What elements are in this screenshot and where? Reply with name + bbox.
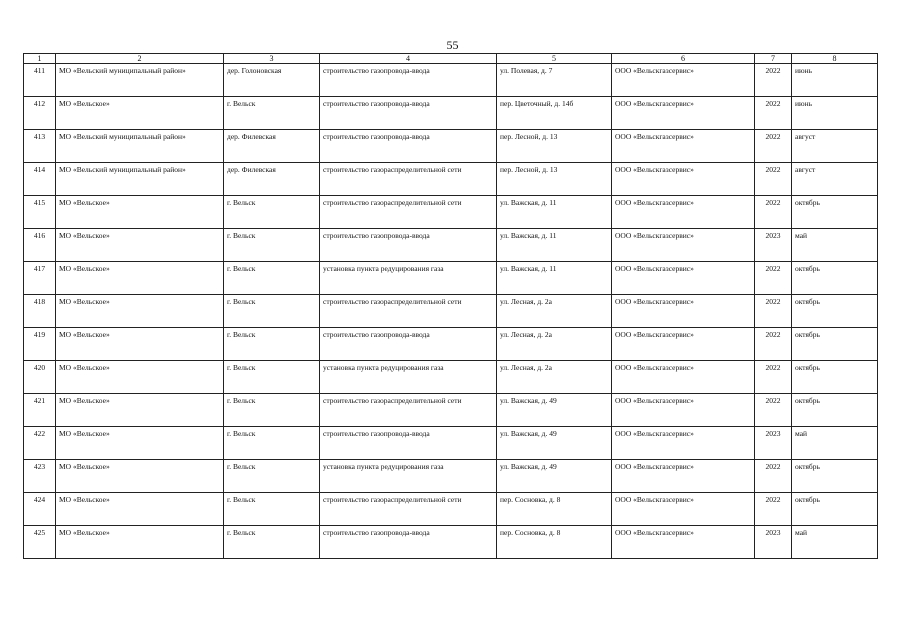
settlement-cell: г. Вельск <box>224 427 320 460</box>
organization-cell: ООО «Вельскгазсервис» <box>612 526 755 559</box>
row-number-cell: 417 <box>24 262 56 295</box>
month-cell: июнь <box>792 64 878 97</box>
settlement-cell: г. Вельск <box>224 460 320 493</box>
municipality-cell: МО «Вельское» <box>56 394 224 427</box>
table-row <box>24 361 878 394</box>
table-row <box>24 328 878 361</box>
table-row <box>24 163 878 196</box>
work-type-cell: установка пункта редуцирования газа <box>320 262 497 295</box>
work-type-cell: строительство газопровода-ввода <box>320 427 497 460</box>
settlement-cell: г. Вельск <box>224 196 320 229</box>
organization-cell: ООО «Вельскгазсервис» <box>612 97 755 130</box>
municipality-cell: МО «Вельское» <box>56 97 224 130</box>
month-cell: октябрь <box>792 196 878 229</box>
month-cell: август <box>792 130 878 163</box>
table-row <box>24 394 878 427</box>
row-number-cell: 424 <box>24 493 56 526</box>
column-header: 7 <box>755 54 792 64</box>
work-type-cell: строительство газопровода-ввода <box>320 97 497 130</box>
work-type-cell: строительство газопровода-ввода <box>320 526 497 559</box>
column-header: 8 <box>792 54 878 64</box>
year-cell: 2023 <box>755 427 792 460</box>
address-cell: пер. Лесной, д. 13 <box>497 163 612 196</box>
table-row <box>24 493 878 526</box>
organization-cell: ООО «Вельскгазсервис» <box>612 295 755 328</box>
municipality-cell: МО «Вельское» <box>56 460 224 493</box>
address-cell: ул. Важская, д. 49 <box>497 394 612 427</box>
address-cell: ул. Важская, д. 49 <box>497 427 612 460</box>
address-cell: ул. Лесная, д. 2а <box>497 361 612 394</box>
address-cell: ул. Полевая, д. 7 <box>497 64 612 97</box>
year-cell: 2022 <box>755 64 792 97</box>
municipality-cell: МО «Вельское» <box>56 493 224 526</box>
settlement-cell: дер. Филевская <box>224 163 320 196</box>
row-number-cell: 421 <box>24 394 56 427</box>
column-number-row <box>24 54 878 64</box>
row-number-cell: 423 <box>24 460 56 493</box>
row-number-cell: 425 <box>24 526 56 559</box>
column-header: 6 <box>612 54 755 64</box>
municipality-cell: МО «Вельское» <box>56 328 224 361</box>
address-cell: пер. Сосновка, д. 8 <box>497 526 612 559</box>
work-type-cell: строительство газораспределительной сети <box>320 163 497 196</box>
month-cell: октябрь <box>792 361 878 394</box>
year-cell: 2022 <box>755 295 792 328</box>
table-row <box>24 427 878 460</box>
table-row <box>24 295 878 328</box>
column-header: 3 <box>224 54 320 64</box>
table-row <box>24 526 878 559</box>
month-cell: октябрь <box>792 262 878 295</box>
year-cell: 2022 <box>755 361 792 394</box>
address-cell: ул. Важская, д. 11 <box>497 196 612 229</box>
organization-cell: ООО «Вельскгазсервис» <box>612 328 755 361</box>
month-cell: октябрь <box>792 295 878 328</box>
address-cell: ул. Лесная, д. 2а <box>497 328 612 361</box>
organization-cell: ООО «Вельскгазсервис» <box>612 196 755 229</box>
table-row <box>24 64 878 97</box>
year-cell: 2022 <box>755 130 792 163</box>
work-type-cell: строительство газораспределительной сети <box>320 394 497 427</box>
table-row <box>24 229 878 262</box>
month-cell: май <box>792 229 878 262</box>
organization-cell: ООО «Вельскгазсервис» <box>612 427 755 460</box>
year-cell: 2023 <box>755 526 792 559</box>
year-cell: 2022 <box>755 493 792 526</box>
row-number-cell: 411 <box>24 64 56 97</box>
row-number-cell: 422 <box>24 427 56 460</box>
column-header: 5 <box>497 54 612 64</box>
settlement-cell: г. Вельск <box>224 493 320 526</box>
municipality-cell: МО «Вельское» <box>56 361 224 394</box>
settlement-cell: г. Вельск <box>224 361 320 394</box>
work-type-cell: строительство газопровода-ввода <box>320 130 497 163</box>
address-cell: ул. Важская, д. 49 <box>497 460 612 493</box>
month-cell: октябрь <box>792 460 878 493</box>
year-cell: 2022 <box>755 262 792 295</box>
work-type-cell: строительство газораспределительной сети <box>320 493 497 526</box>
year-cell: 2023 <box>755 229 792 262</box>
settlement-cell: г. Вельск <box>224 328 320 361</box>
municipality-cell: МО «Вельский муниципальный район» <box>56 163 224 196</box>
work-type-cell: строительство газопровода-ввода <box>320 229 497 262</box>
municipality-cell: МО «Вельское» <box>56 229 224 262</box>
month-cell: май <box>792 427 878 460</box>
table-body <box>24 64 878 559</box>
row-number-cell: 412 <box>24 97 56 130</box>
table-row <box>24 262 878 295</box>
row-number-cell: 420 <box>24 361 56 394</box>
organization-cell: ООО «Вельскгазсервис» <box>612 361 755 394</box>
year-cell: 2022 <box>755 328 792 361</box>
address-cell: ул. Лесная, д. 2а <box>497 295 612 328</box>
municipality-cell: МО «Вельское» <box>56 295 224 328</box>
work-type-cell: строительство газораспределительной сети <box>320 196 497 229</box>
organization-cell: ООО «Вельскгазсервис» <box>612 130 755 163</box>
year-cell: 2022 <box>755 394 792 427</box>
municipality-cell: МО «Вельское» <box>56 262 224 295</box>
work-type-cell: установка пункта редуцирования газа <box>320 361 497 394</box>
table-row <box>24 97 878 130</box>
settlement-cell: г. Вельск <box>224 295 320 328</box>
row-number-cell: 415 <box>24 196 56 229</box>
settlement-cell: г. Вельск <box>224 97 320 130</box>
organization-cell: ООО «Вельскгазсервис» <box>612 460 755 493</box>
organization-cell: ООО «Вельскгазсервис» <box>612 493 755 526</box>
table-row <box>24 196 878 229</box>
year-cell: 2022 <box>755 163 792 196</box>
month-cell: июнь <box>792 97 878 130</box>
municipality-cell: МО «Вельское» <box>56 526 224 559</box>
year-cell: 2022 <box>755 97 792 130</box>
row-number-cell: 414 <box>24 163 56 196</box>
address-cell: пер. Сосновка, д. 8 <box>497 493 612 526</box>
column-header: 2 <box>56 54 224 64</box>
work-type-cell: строительство газораспределительной сети <box>320 295 497 328</box>
row-number-cell: 416 <box>24 229 56 262</box>
address-cell: пер. Лесной, д. 13 <box>497 130 612 163</box>
organization-cell: ООО «Вельскгазсервис» <box>612 394 755 427</box>
settlement-cell: г. Вельск <box>224 526 320 559</box>
address-cell: ул. Важская, д. 11 <box>497 229 612 262</box>
settlement-cell: г. Вельск <box>224 262 320 295</box>
work-type-cell: строительство газопровода-ввода <box>320 328 497 361</box>
month-cell: октябрь <box>792 328 878 361</box>
address-cell: пер. Цветочный, д. 14б <box>497 97 612 130</box>
row-number-cell: 418 <box>24 295 56 328</box>
month-cell: октябрь <box>792 493 878 526</box>
work-type-cell: строительство газопровода-ввода <box>320 64 497 97</box>
year-cell: 2022 <box>755 196 792 229</box>
row-number-cell: 419 <box>24 328 56 361</box>
municipality-cell: МО «Вельский муниципальный район» <box>56 130 224 163</box>
organization-cell: ООО «Вельскгазсервис» <box>612 163 755 196</box>
settlement-cell: дер. Филевская <box>224 130 320 163</box>
table-row <box>24 460 878 493</box>
month-cell: октябрь <box>792 394 878 427</box>
address-cell: ул. Важская, д. 11 <box>497 262 612 295</box>
municipality-cell: МО «Вельский муниципальный район» <box>56 64 224 97</box>
row-number-cell: 413 <box>24 130 56 163</box>
organization-cell: ООО «Вельскгазсервис» <box>612 229 755 262</box>
settlement-cell: г. Вельск <box>224 229 320 262</box>
work-type-cell: установка пункта редуцирования газа <box>320 460 497 493</box>
column-header: 4 <box>320 54 497 64</box>
year-cell: 2022 <box>755 460 792 493</box>
table-row <box>24 130 878 163</box>
municipality-cell: МО «Вельское» <box>56 427 224 460</box>
page-number: 55 <box>446 38 459 52</box>
document-table <box>23 53 878 559</box>
organization-cell: ООО «Вельскгазсервис» <box>612 262 755 295</box>
column-header: 1 <box>24 54 56 64</box>
settlement-cell: г. Вельск <box>224 394 320 427</box>
organization-cell: ООО «Вельскгазсервис» <box>612 64 755 97</box>
month-cell: май <box>792 526 878 559</box>
settlement-cell: дер. Голоновская <box>224 64 320 97</box>
municipality-cell: МО «Вельское» <box>56 196 224 229</box>
month-cell: август <box>792 163 878 196</box>
